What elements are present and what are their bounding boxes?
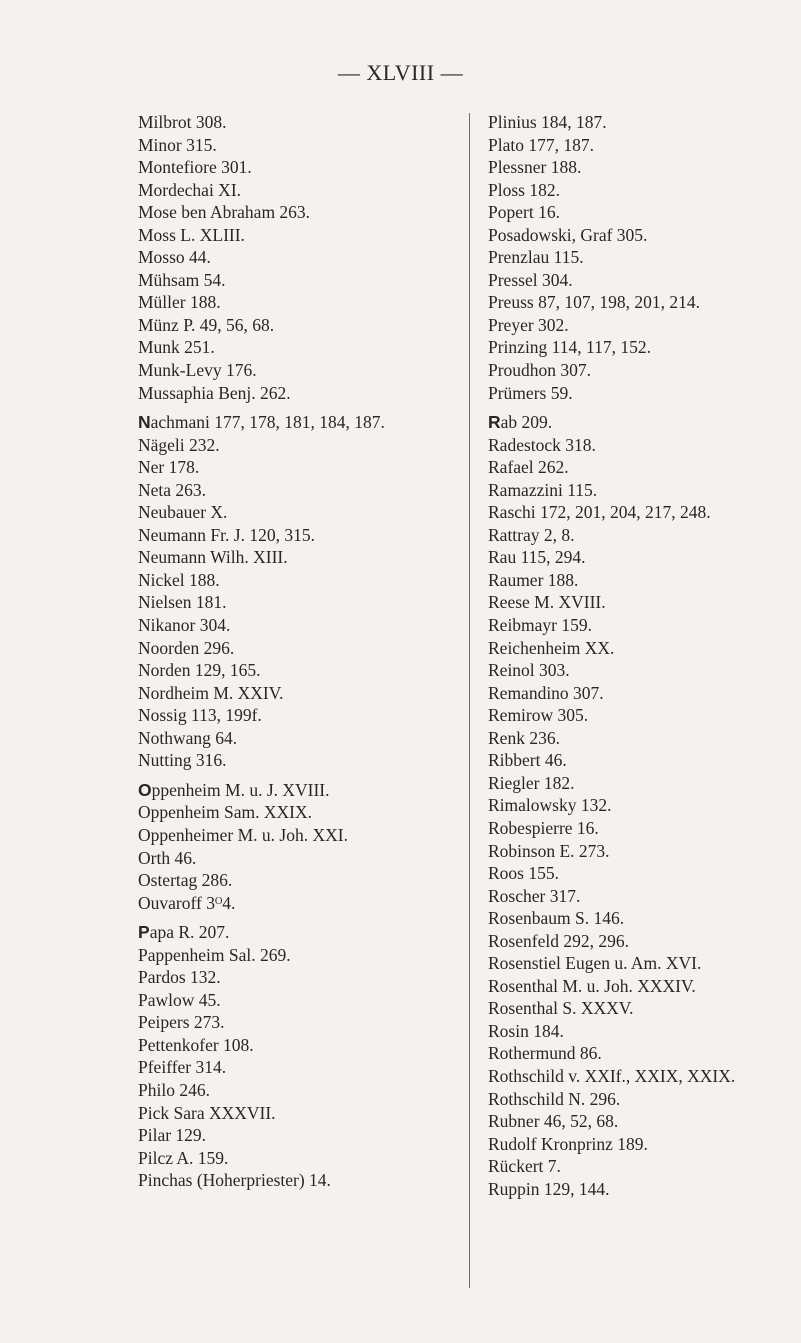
index-entry: Plato 177, 187. xyxy=(488,134,594,155)
index-entry: Ramazzini 115. xyxy=(488,479,598,500)
index-entry: Prümers 59. xyxy=(488,382,573,403)
index-entry: Neumann Fr. J. 120, 315. xyxy=(138,524,315,545)
index-entry: Peipers 273. xyxy=(138,1012,225,1033)
index-entry: Moss L. XLIII. xyxy=(138,224,245,245)
index-entry: Rothschild v. XXIf., XXIX, XXIX. xyxy=(488,1065,736,1086)
index-entry: Ner 178. xyxy=(138,457,200,478)
index-entry: Noorden 296. xyxy=(138,637,235,658)
index-entry: Pressel 304. xyxy=(488,269,573,290)
index-entry: Nothwang 64. xyxy=(138,727,238,748)
index-entry: Posadowski, Graf 305. xyxy=(488,224,648,245)
index-entry: Minor 315. xyxy=(138,134,217,155)
index-entry: Pilcz A. 159. xyxy=(138,1147,229,1168)
index-entry: Reichenheim XX. xyxy=(488,637,615,658)
index-entry: Montefiore 301. xyxy=(138,157,252,178)
index-entry: Münz P. 49, 56, 68. xyxy=(138,314,275,335)
index-entry: Prenzlau 115. xyxy=(488,247,584,268)
index-entry: Pawlow 45. xyxy=(138,989,221,1010)
index-entry: Nielsen 181. xyxy=(138,592,227,613)
index-entry: Rothschild N. 296. xyxy=(488,1088,621,1109)
index-entry: Renk 236. xyxy=(488,727,560,748)
index-entry: Milbrot 308. xyxy=(138,112,227,132)
index-column-right xyxy=(488,111,788,1200)
index-entry: Papa R. 207. xyxy=(138,922,230,943)
index-entry: Plessner 188. xyxy=(488,157,582,178)
index-entry: Nordheim M. XXIV. xyxy=(138,682,284,703)
index-entry: Pettenkofer 108. xyxy=(138,1034,254,1055)
index-entry: Munk 251. xyxy=(138,337,215,358)
index-entry: Ostertag 286. xyxy=(138,870,233,891)
index-entry: Rosin 184. xyxy=(488,1020,564,1041)
index-entry: Nickel 188. xyxy=(138,569,220,590)
index-entry: Pinchas (Hoherpriester) 14. xyxy=(138,1170,331,1191)
index-entry: Orth 46. xyxy=(138,847,197,868)
index-entry: Mosso 44. xyxy=(138,247,211,268)
index-entry: Reese M. XVIII. xyxy=(488,592,606,613)
index-entry: Rab 209. xyxy=(488,412,553,433)
index-entry: Raschi 172, 201, 204, 217, 248. xyxy=(488,502,711,523)
index-entry: Nossig 113, 199f. xyxy=(138,705,262,726)
index-entry: Munk-Levy 176. xyxy=(138,360,257,381)
index-entry: Neta 263. xyxy=(138,479,207,500)
index-entry: Robespierre 16. xyxy=(488,817,599,838)
index-entry: Rudolf Kronprinz 189. xyxy=(488,1133,648,1154)
index-entry: Norden 129, 165. xyxy=(138,660,261,681)
index-entry: Roscher 317. xyxy=(488,885,581,906)
index-entry: Oppenheim M. u. J. XVIII. xyxy=(138,779,330,800)
index-entry: Prinzing 114, 117, 152. xyxy=(488,337,652,358)
index-entry: Neubauer X. xyxy=(138,502,228,523)
index-entry: Neumann Wilh. XIII. xyxy=(138,547,288,568)
index-entry: Philo 246. xyxy=(138,1079,210,1100)
index-entry: Rosenthal M. u. Joh. XXXIV. xyxy=(488,975,696,996)
index-entry: Nikanor 304. xyxy=(138,615,231,636)
index-entry: Roos 155. xyxy=(488,863,559,884)
index-entry: Preuss 87, 107, 198, 201, 214. xyxy=(488,292,700,313)
index-entry: Rothermund 86. xyxy=(488,1043,602,1064)
index-entry: Rubner 46, 52, 68. xyxy=(488,1111,619,1132)
index-entry: Pappenheim Sal. 269. xyxy=(138,944,291,965)
index-entry: Mose ben Abraham 263. xyxy=(138,202,311,223)
index-entry: Nägeli 232. xyxy=(138,434,220,455)
index-entry: Mordechai XI. xyxy=(138,179,242,200)
index-entry: Rosenfeld 292, 296. xyxy=(488,930,629,951)
index-entry: Rattray 2, 8. xyxy=(488,524,575,545)
index-entry: Radestock 318. xyxy=(488,434,596,455)
index-entry: Ruppin 129, 144. xyxy=(488,1178,610,1199)
index-entry: Proudhon 307. xyxy=(488,360,592,381)
index-entry: Reinol 303. xyxy=(488,660,570,681)
index-entry: Rafael 262. xyxy=(488,457,569,478)
index-entry: Pfeiffer 314. xyxy=(138,1057,227,1078)
index-entry: Ribbert 46. xyxy=(488,750,567,771)
index-entry: Nachmani 177, 178, 181, 184, 187. xyxy=(138,412,385,433)
index-entry: Rückert 7. xyxy=(488,1156,561,1177)
index-entry: Plinius 184, 187. xyxy=(488,112,607,132)
index-entry: Mussaphia Benj. 262. xyxy=(138,382,291,403)
index-entry: Rau 115, 294. xyxy=(488,547,586,568)
index-entry: Nutting 316. xyxy=(138,750,227,771)
index-entry: Oppenheimer M. u. Joh. XXI. xyxy=(138,824,348,845)
index-entry: Rimalowsky 132. xyxy=(488,795,612,816)
index-column-left xyxy=(138,111,453,1192)
index-entry: Robinson E. 273. xyxy=(488,840,610,861)
index-entry: Rosenstiel Eugen u. Am. XVI. xyxy=(488,953,702,974)
index-entry: Ouvaroff 3ᴼ4. xyxy=(138,892,236,913)
index-entry: Mühsam 54. xyxy=(138,269,226,290)
index-entry: Müller 188. xyxy=(138,292,221,313)
index-entry: Pilar 129. xyxy=(138,1125,207,1146)
index-entry: Remandino 307. xyxy=(488,682,604,703)
index-entry: Oppenheim Sam. XXIX. xyxy=(138,802,313,823)
index-entry: Rosenthal S. XXXV. xyxy=(488,998,634,1019)
index-entry: Preyer 302. xyxy=(488,314,569,335)
index-entry: Riegler 182. xyxy=(488,772,575,793)
index-entry: Raumer 188. xyxy=(488,569,579,590)
index-entry: Popert 16. xyxy=(488,202,560,223)
index-entry: Reibmayr 159. xyxy=(488,615,593,636)
index-entry: Remirow 305. xyxy=(488,705,589,726)
column-divider xyxy=(469,113,470,1288)
index-entry: Pick Sara XXXVII. xyxy=(138,1102,276,1123)
index-entry: Pardos 132. xyxy=(138,967,221,988)
index-entry: Ploss 182. xyxy=(488,179,560,200)
page-header: — XLVIII — xyxy=(337,60,464,85)
index-entry: Rosenbaum S. 146. xyxy=(488,908,625,929)
